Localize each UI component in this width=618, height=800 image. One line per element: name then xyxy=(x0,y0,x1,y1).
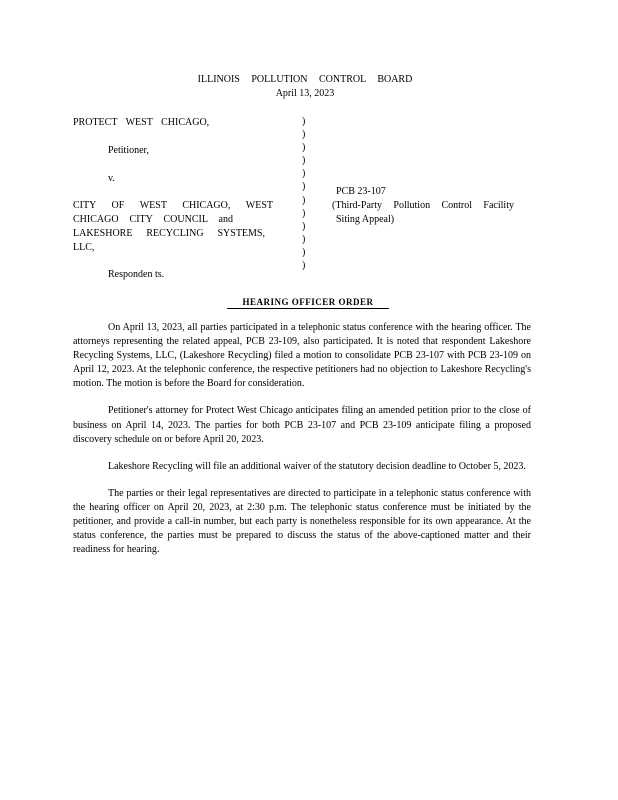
order-body xyxy=(73,321,531,557)
order-title: HEARING OFFICER ORDER xyxy=(227,296,389,309)
case-type-line-1: (Third-Party Pollution Control Facility xyxy=(332,200,514,211)
respondents-line-4: LLC, xyxy=(73,242,95,253)
caption-paren: ) xyxy=(302,246,306,258)
order-paragraph-4: The parties or their legal representatives are directed to participate in a telephonic status conference with the hearing officer on April 20, 2023, at 2:30 p.m. The telephonic status conference must be initiated by the petitioner, and provide a call-in number, but each party is nonetheless responsible for its own appearance. At the status conference, the parties must be prepared to discuss the status of the above-captioned matter and their readiness for hearing. xyxy=(73,487,531,556)
board-name: ILLINOIS POLLUTION CONTROL BOARD xyxy=(197,74,413,85)
respondents-line-1: CITY OF WEST CHICAGO, WEST xyxy=(73,200,273,211)
petitioner-role: Petitioner, xyxy=(108,145,149,156)
respondents-line-2: CHICAGO CITY COUNCIL and xyxy=(73,214,233,225)
caption-paren: ) xyxy=(302,168,306,180)
caption-paren: ) xyxy=(302,207,306,219)
order-date: April 13, 2023 xyxy=(275,88,335,99)
caption-paren: ) xyxy=(302,155,306,167)
petitioner-name: PROTECT WEST CHICAGO, xyxy=(73,117,210,128)
caption-paren: ) xyxy=(302,233,306,245)
case-number: PCB 23-107 xyxy=(336,186,386,197)
caption-paren: ) xyxy=(302,142,306,154)
caption-paren: ) xyxy=(302,116,306,127)
caption-paren-column xyxy=(302,115,305,272)
caption-paren: ) xyxy=(302,220,306,232)
caption-paren: ) xyxy=(302,129,306,141)
respondents-line-3: LAKESHORE RECYCLING SYSTEMS, xyxy=(73,228,265,239)
caption-paren: ) xyxy=(302,194,306,206)
order-paragraph-1: On April 13, 2023, all parties participated in a telephonic status conference with the hearing officer. The attorneys representing the related appeal, PCB 23-109, also participated. It is noted that respondent Lakeshore Recycling Systems, LLC, (Lakeshore Recycling) filed a motion to consolidate PCB 23-107 with PCB 23-109 on April 12, 2023. At the telephonic conference, the respective petitioners had no objection to Lakeshore Recycling's motion. The motion is before the Board for consideration. xyxy=(73,322,531,390)
case-type-line-2: Siting Appeal) xyxy=(336,214,395,225)
caption-paren: ) xyxy=(302,260,306,272)
versus: v. xyxy=(108,173,115,184)
order-paragraph-2: Petitioner's attorney for Protect West Chicago anticipates filing an amended petition prior to the close of business on April 14, 2023. The parties for both PCB 23-107 and PCB 23-109 anticipate filing a proposed discovery schedule on or before April 20, 2023. xyxy=(73,405,531,445)
caption-paren: ) xyxy=(302,181,306,193)
respondents-role: Responden ts. xyxy=(108,269,165,280)
order-paragraph-3: Lakeshore Recycling will file an additional waiver of the statutory decision deadline to October 5, 2023. xyxy=(108,460,526,472)
